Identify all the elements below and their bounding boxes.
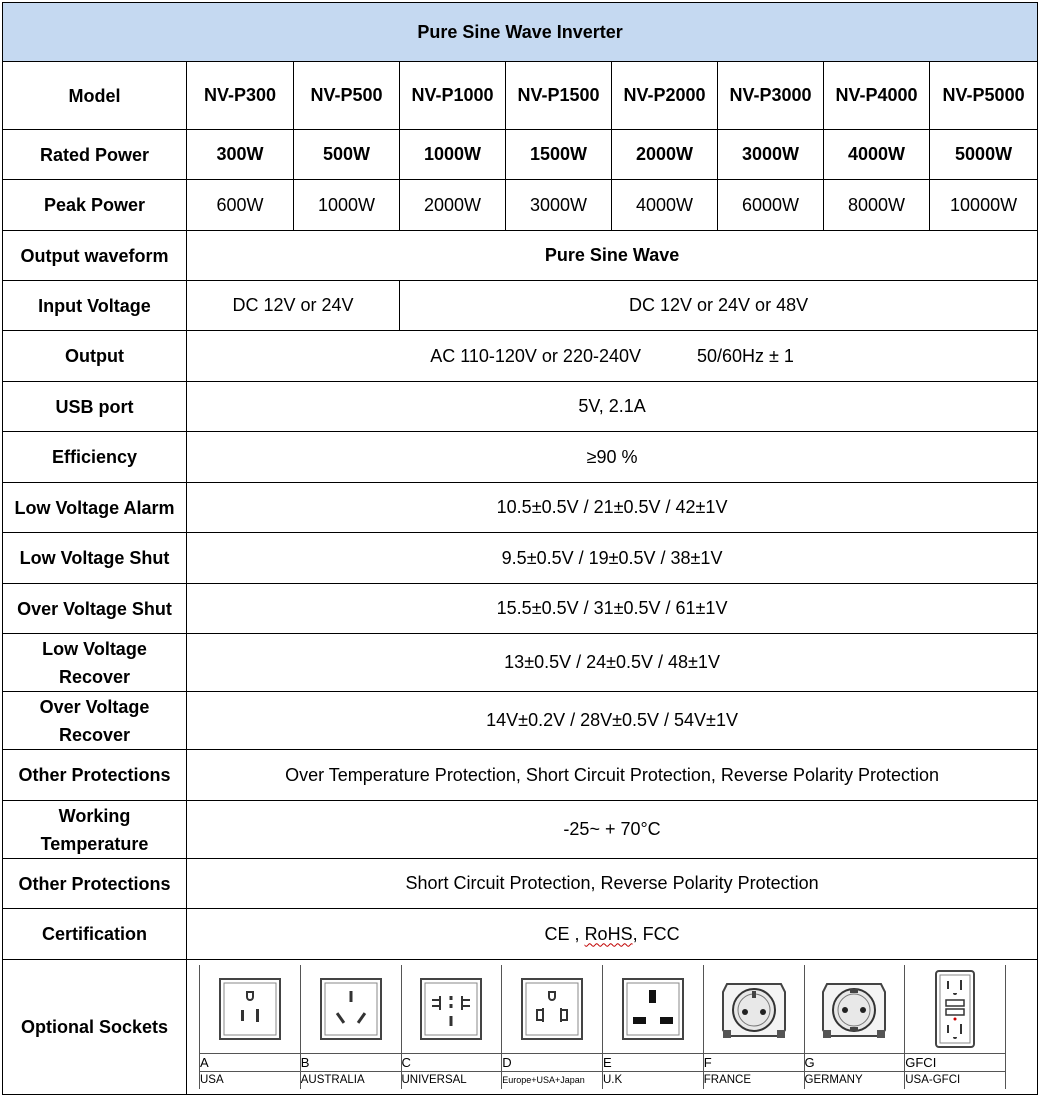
other-protections-row [3,859,1038,909]
rated-power-cell: 5000W [930,130,1038,180]
row-label: Peak Power [3,180,187,231]
australia-socket-icon [301,965,401,1053]
row-label: Efficiency [3,432,187,483]
uk-socket-icon [603,965,703,1053]
socket-country: USA-GFCI [905,1071,1005,1089]
model-row [3,62,1038,130]
row-label [3,801,187,859]
peak-power-cell: 8000W [824,180,930,231]
rated-power-cell: 300W [187,130,294,180]
working-temperature-value: -25~ + 70°C [187,801,1038,859]
certification-value [187,909,1038,960]
rated-power-cell: 500W [294,130,400,180]
socket-option [603,965,704,1089]
row-label: Output waveform [3,231,187,281]
row-label: Low Voltage Alarm [3,483,187,533]
over-voltage-recover-value: 14V±0.2V / 28V±0.5V / 54V±1V [187,692,1038,750]
usb-port-row [3,382,1038,432]
certification-ce: CE , [544,923,585,944]
row-label: Over Voltage Shut [3,584,187,634]
peak-power-cell: 10000W [930,180,1038,231]
france-socket-icon [704,965,804,1053]
universal-socket-icon [402,965,502,1053]
row-label: USB port [3,382,187,432]
socket-letter: B [301,1053,401,1071]
row-label: Other Protections [3,750,187,801]
sockets-strip [199,965,1006,1089]
row-label: Optional Sockets [3,960,187,1095]
socket-option [704,965,805,1089]
row-label: Model [3,62,187,130]
peak-power-row [3,180,1038,231]
socket-letter: D [502,1053,602,1071]
usb-port-value: 5V, 2.1A [187,382,1038,432]
rated-power-row [3,130,1038,180]
rated-power-cell: 3000W [718,130,824,180]
working-temperature-row [3,801,1038,859]
socket-country: Europe+USA+Japan [502,1071,602,1089]
socket-country: AUSTRALIA [301,1071,401,1089]
row-label-line: Working [58,805,131,826]
model-cell: NV-P5000 [930,62,1038,130]
socket-country: GERMANY [805,1071,905,1089]
socket-country: USA [200,1071,300,1089]
output-frequency: 50/60Hz ± 1 [697,345,794,366]
row-label: Input Voltage [3,281,187,331]
rated-power-cell: 4000W [824,130,930,180]
model-cell: NV-P1500 [506,62,612,130]
gfci-socket-icon [905,965,1005,1053]
low-voltage-recover-value: 13±0.5V / 24±0.5V / 48±1V [187,634,1038,692]
spec-table [2,2,1038,1095]
other-protections-row [3,750,1038,801]
multi-socket-icon [502,965,602,1053]
model-cell: NV-P1000 [400,62,506,130]
row-label [3,692,187,750]
socket-country: UNIVERSAL [402,1071,502,1089]
socket-option [905,965,1006,1089]
socket-letter: F [704,1053,804,1071]
output-waveform-row [3,231,1038,281]
certification-rohs: RoHS [584,923,633,944]
socket-letter: E [603,1053,703,1071]
row-label-line: Temperature [40,833,149,854]
sockets-cell [187,960,1038,1095]
certification-fcc: , FCC [632,923,680,944]
peak-power-cell: 3000W [506,180,612,231]
output-row [3,331,1038,382]
rated-power-cell: 1000W [400,130,506,180]
certification-row [3,909,1038,960]
socket-letter: C [402,1053,502,1071]
input-voltage-row [3,281,1038,331]
low-voltage-shut-value: 9.5±0.5V / 19±0.5V / 38±1V [187,533,1038,584]
row-label: Certification [3,909,187,960]
model-cell: NV-P2000 [612,62,718,130]
output-waveform-value: Pure Sine Wave [187,231,1038,281]
socket-country: FRANCE [704,1071,804,1089]
row-label-line: Over Voltage [39,696,150,717]
peak-power-cell: 600W [187,180,294,231]
low-voltage-alarm-value: 10.5±0.5V / 21±0.5V / 42±1V [187,483,1038,533]
model-cell: NV-P4000 [824,62,930,130]
row-label-line: Recover [58,666,131,687]
socket-letter: GFCI [905,1053,1005,1071]
socket-country: U.K [603,1071,703,1089]
row-label: Output [3,331,187,382]
low-voltage-alarm-row [3,483,1038,533]
model-cell: NV-P300 [187,62,294,130]
germany-socket-icon [805,965,905,1053]
usa-socket-icon [200,965,300,1053]
output-value [187,331,1038,382]
model-cell: NV-P500 [294,62,400,130]
over-voltage-recover-row [3,692,1038,750]
model-cell: NV-P3000 [718,62,824,130]
row-label-line: Recover [58,724,131,745]
over-voltage-shut-row [3,584,1038,634]
socket-letter: A [200,1053,300,1071]
socket-letter: G [805,1053,905,1071]
efficiency-row [3,432,1038,483]
peak-power-cell: 1000W [294,180,400,231]
other-protections-value: Over Temperature Protection, Short Circuit Protection, Reverse Polarity Protection [187,750,1038,801]
rated-power-cell: 2000W [612,130,718,180]
other-protections-value: Short Circuit Protection, Reverse Polarity Protection [187,859,1038,909]
row-label-line: Low Voltage [42,638,147,659]
input-voltage-value-a: DC 12V or 24V [187,281,400,331]
peak-power-cell: 4000W [612,180,718,231]
output-voltage: AC 110-120V or 220-240V [430,345,641,366]
socket-option [502,965,603,1089]
socket-option [301,965,402,1089]
row-label: Low Voltage Shut [3,533,187,584]
socket-option [402,965,503,1089]
low-voltage-recover-row [3,634,1038,692]
row-label: Other Protections [3,859,187,909]
low-voltage-shut-row [3,533,1038,584]
socket-option [805,965,906,1089]
row-label [3,634,187,692]
table-title: Pure Sine Wave Inverter [3,3,1038,62]
optional-sockets-row [3,960,1038,1095]
efficiency-value: ≥90 % [187,432,1038,483]
socket-option [200,965,301,1089]
input-voltage-value-b: DC 12V or 24V or 48V [400,281,1038,331]
over-voltage-shut-value: 15.5±0.5V / 31±0.5V / 61±1V [187,584,1038,634]
peak-power-cell: 2000W [400,180,506,231]
row-label: Rated Power [3,130,187,180]
peak-power-cell: 6000W [718,180,824,231]
rated-power-cell: 1500W [506,130,612,180]
